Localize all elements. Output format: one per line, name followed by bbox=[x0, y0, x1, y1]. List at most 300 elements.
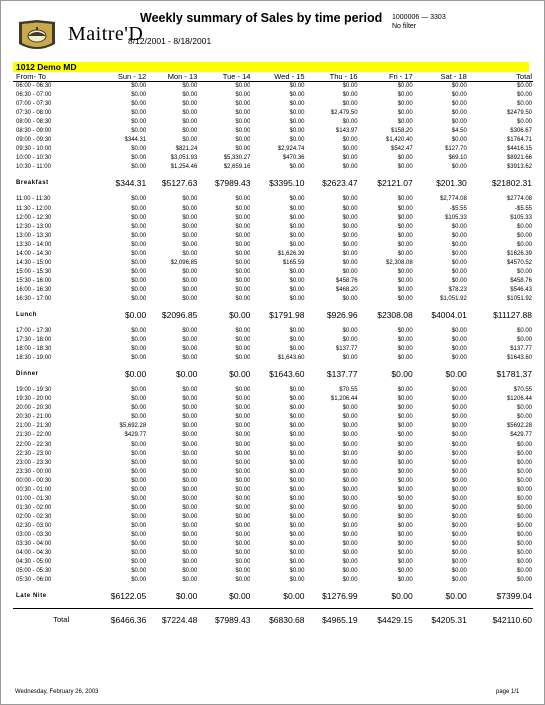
day-sales-cell: $2,308.08 bbox=[386, 259, 413, 266]
row-total-cell: $70.55 bbox=[513, 387, 532, 394]
day-sales-cell: $0.00 bbox=[289, 128, 305, 135]
day-sales-cell: $0.00 bbox=[397, 328, 413, 335]
day-sales-cell: $0.00 bbox=[397, 513, 413, 520]
day-sales-cell: $0.00 bbox=[397, 346, 413, 353]
subtotal-row bbox=[13, 304, 533, 327]
table-row bbox=[13, 495, 533, 504]
time-slot-cell: 11:00 - 11:30 bbox=[16, 196, 51, 203]
day-sales-cell: $0.00 bbox=[342, 504, 358, 511]
row-total-cell: $2774.08 bbox=[506, 196, 532, 203]
day-sales-cell: $0.00 bbox=[131, 337, 147, 344]
day-sales-cell: $0.00 bbox=[289, 495, 305, 502]
day-sales-cell: $1276.99 bbox=[322, 591, 358, 602]
table-row bbox=[13, 295, 533, 304]
day-sales-cell: $0.00 bbox=[289, 337, 305, 344]
time-slot-cell: 02:00 - 02:30 bbox=[16, 513, 52, 520]
day-sales-cell: $0.00 bbox=[342, 259, 358, 266]
day-sales-cell: $0.00 bbox=[131, 450, 147, 457]
day-sales-cell: $0.00 bbox=[289, 432, 305, 439]
day-sales-cell: $0.00 bbox=[451, 164, 467, 171]
column-header: Sun - 12 bbox=[75, 72, 146, 82]
day-sales-cell: $0.00 bbox=[342, 337, 358, 344]
day-sales-cell: $2,659.16 bbox=[223, 164, 251, 171]
day-sales-cell: $0.00 bbox=[451, 223, 467, 230]
row-total-cell: $0.00 bbox=[516, 495, 532, 502]
day-sales-cell: $0.00 bbox=[235, 268, 251, 275]
day-sales-cell: $0.00 bbox=[131, 268, 147, 275]
day-sales-cell: $0.00 bbox=[235, 504, 251, 511]
day-sales-cell: $2121.07 bbox=[377, 178, 413, 189]
day-sales-cell: $7989.43 bbox=[214, 178, 251, 189]
time-slot-cell: 13:00 - 13:30 bbox=[16, 232, 52, 239]
day-sales-cell: $926.96 bbox=[326, 310, 358, 321]
day-sales-cell: $0.00 bbox=[235, 101, 251, 108]
day-sales-cell: $0.00 bbox=[235, 223, 251, 230]
row-total-cell: $1051.92 bbox=[506, 295, 532, 302]
day-sales-cell: $0.00 bbox=[397, 250, 413, 257]
column-header: Tue - 14 bbox=[197, 72, 250, 82]
day-sales-cell: $0.00 bbox=[131, 459, 147, 466]
period-label-cell: Breakfast bbox=[16, 180, 49, 187]
day-sales-cell: $0.00 bbox=[289, 196, 305, 203]
day-sales-cell: $0.00 bbox=[182, 568, 198, 575]
row-total-cell: $21802.31 bbox=[491, 178, 532, 189]
time-slot-cell: 06:30 - 07:00 bbox=[16, 92, 52, 99]
subtotal-row bbox=[13, 172, 533, 195]
row-total-cell: $0.00 bbox=[516, 577, 532, 584]
day-sales-cell: $158.20 bbox=[391, 128, 413, 135]
day-sales-cell: $0.00 bbox=[283, 591, 305, 602]
row-total-cell: $0.00 bbox=[516, 83, 532, 89]
location-label: 1012 Demo MD bbox=[16, 62, 77, 72]
day-sales-cell: $0.00 bbox=[182, 432, 198, 439]
day-sales-cell: $0.00 bbox=[182, 232, 198, 239]
day-sales-cell: $0.00 bbox=[182, 328, 198, 335]
day-sales-cell: $0.00 bbox=[342, 355, 358, 362]
day-sales-cell: $0.00 bbox=[445, 369, 467, 380]
day-sales-cell: $0.00 bbox=[235, 83, 251, 89]
row-total-cell: $546.43 bbox=[510, 286, 532, 293]
day-sales-cell: $0.00 bbox=[235, 214, 251, 221]
day-sales-cell: $0.00 bbox=[342, 541, 358, 548]
row-total-cell: $137.77 bbox=[510, 346, 532, 353]
day-sales-cell: $0.00 bbox=[289, 223, 305, 230]
day-sales-cell: $0.00 bbox=[235, 450, 251, 457]
day-sales-cell: $0.00 bbox=[182, 541, 198, 548]
time-slot-cell: 14:00 - 14:30 bbox=[16, 250, 52, 257]
day-sales-cell: $0.00 bbox=[342, 513, 358, 520]
day-sales-cell: $0.00 bbox=[397, 441, 413, 448]
day-sales-cell: $0.00 bbox=[397, 92, 413, 99]
time-slot-cell: 22:30 - 23:00 bbox=[16, 450, 52, 457]
row-total-cell: $4570.52 bbox=[506, 259, 532, 266]
day-sales-cell: $0.00 bbox=[397, 268, 413, 275]
column-header: Mon - 13 bbox=[146, 72, 197, 82]
day-sales-cell: $0.00 bbox=[397, 486, 413, 493]
day-sales-cell: $0.00 bbox=[342, 101, 358, 108]
day-sales-cell: $69.10 bbox=[448, 155, 467, 162]
row-total-cell: $42110.60 bbox=[467, 609, 533, 632]
time-slot-cell: 12:30 - 13:00 bbox=[16, 223, 52, 230]
day-sales-cell: $0.00 bbox=[235, 486, 251, 493]
date-range: 8/12/2001 - 8/18/2001 bbox=[128, 36, 212, 46]
day-sales-cell: $0.00 bbox=[289, 531, 305, 538]
day-sales-cell: $0.00 bbox=[342, 459, 358, 466]
day-sales-cell: $0.00 bbox=[397, 568, 413, 575]
day-sales-cell: $0.00 bbox=[342, 423, 358, 430]
day-sales-cell: $0.00 bbox=[182, 128, 198, 135]
day-sales-cell: $0.00 bbox=[397, 541, 413, 548]
day-sales-cell: $5,692.28 bbox=[119, 423, 147, 430]
period-label-cell: Lunch bbox=[16, 312, 37, 319]
row-total-cell: $0.00 bbox=[516, 268, 532, 275]
day-sales-cell: $0.00 bbox=[182, 550, 198, 557]
day-sales-cell: $0.00 bbox=[451, 101, 467, 108]
day-sales-cell: $1,051.92 bbox=[440, 295, 467, 302]
row-total-cell: $0.00 bbox=[516, 328, 532, 335]
table-row bbox=[13, 549, 533, 558]
day-sales-cell: $0.00 bbox=[182, 450, 198, 457]
table-row bbox=[13, 100, 533, 109]
day-sales-cell: $0.00 bbox=[182, 414, 198, 421]
day-sales-cell: $0.00 bbox=[131, 414, 147, 421]
day-sales-cell: $0.00 bbox=[342, 328, 358, 335]
time-slot-cell: 04:30 - 05:00 bbox=[16, 559, 52, 566]
day-sales-cell: $0.00 bbox=[229, 369, 251, 380]
day-sales-cell: $0.00 bbox=[342, 468, 358, 475]
day-sales-cell: $0.00 bbox=[451, 441, 467, 448]
day-sales-cell: $2308.08 bbox=[377, 310, 413, 321]
day-sales-cell: $0.00 bbox=[289, 110, 305, 117]
day-sales-cell: $0.00 bbox=[397, 459, 413, 466]
day-sales-cell: $2,096.85 bbox=[170, 259, 198, 266]
time-slot-cell: 19:00 - 19:30 bbox=[16, 387, 52, 394]
day-sales-cell: $0.00 bbox=[451, 268, 467, 275]
day-sales-cell: $0.00 bbox=[451, 241, 467, 248]
day-sales-cell: $0.00 bbox=[182, 477, 198, 484]
day-sales-cell: $0.00 bbox=[235, 286, 251, 293]
table-row bbox=[13, 327, 533, 336]
column-header: Wed - 15 bbox=[250, 72, 304, 82]
footer-date: Wednesday, February 26, 2003 bbox=[15, 689, 99, 695]
day-sales-cell: $0.00 bbox=[235, 568, 251, 575]
time-slot-cell: 07:00 - 07:30 bbox=[16, 101, 52, 108]
day-sales-cell: $0.00 bbox=[289, 164, 305, 171]
table-row bbox=[13, 195, 533, 204]
day-sales-cell: $0.00 bbox=[289, 405, 305, 412]
day-sales-cell: $0.00 bbox=[342, 155, 358, 162]
row-total-cell: $0.00 bbox=[516, 477, 532, 484]
day-sales-cell: $0.00 bbox=[131, 355, 147, 362]
time-slot-cell: 09:30 - 10:00 bbox=[16, 146, 52, 153]
time-slot-cell: 07:30 - 08:00 bbox=[16, 110, 52, 117]
day-sales-cell: $0.00 bbox=[289, 486, 305, 493]
day-sales-cell: $0.00 bbox=[131, 259, 147, 266]
day-sales-cell: $0.00 bbox=[131, 232, 147, 239]
day-sales-cell: $0.00 bbox=[397, 414, 413, 421]
day-sales-cell: $2,774.08 bbox=[440, 196, 467, 203]
grand-total-row bbox=[13, 609, 533, 632]
sales-table bbox=[13, 72, 533, 631]
day-sales-cell: $0.00 bbox=[124, 310, 147, 321]
time-slot-cell: 05:00 - 05:30 bbox=[16, 568, 52, 575]
time-slot-cell: 19:30 - 20:00 bbox=[16, 396, 52, 403]
row-total-cell: $7399.04 bbox=[496, 591, 532, 602]
day-sales-cell: -$5.55 bbox=[449, 205, 467, 212]
day-sales-cell: $0.00 bbox=[235, 550, 251, 557]
day-sales-cell: $4429.15 bbox=[358, 609, 413, 632]
day-sales-cell: $0.00 bbox=[131, 486, 147, 493]
day-sales-cell: $0.00 bbox=[451, 346, 467, 353]
day-sales-cell: $0.00 bbox=[182, 83, 198, 89]
day-sales-cell: $344.31 bbox=[115, 178, 147, 189]
day-sales-cell: $0.00 bbox=[182, 119, 198, 126]
row-total-cell: $0.00 bbox=[516, 119, 532, 126]
day-sales-cell: $0.00 bbox=[289, 559, 305, 566]
day-sales-cell: $1643.60 bbox=[269, 369, 305, 380]
day-sales-cell: $470.36 bbox=[282, 155, 305, 162]
day-sales-cell: $0.00 bbox=[397, 477, 413, 484]
time-slot-cell: 12:00 - 12:30 bbox=[16, 214, 52, 221]
day-sales-cell: $0.00 bbox=[182, 196, 198, 203]
day-sales-cell: $7989.43 bbox=[197, 609, 250, 632]
table-row bbox=[13, 241, 533, 250]
row-total-cell: $0.00 bbox=[516, 450, 532, 457]
day-sales-cell: $0.00 bbox=[451, 513, 467, 520]
day-sales-cell: $0.00 bbox=[235, 522, 251, 529]
time-slot-cell: 16:30 - 17:00 bbox=[16, 295, 52, 302]
day-sales-cell: $0.00 bbox=[397, 423, 413, 430]
day-sales-cell: $0.00 bbox=[342, 568, 358, 575]
day-sales-cell: $0.00 bbox=[235, 346, 251, 353]
day-sales-cell: $0.00 bbox=[176, 591, 198, 602]
day-sales-cell: $0.00 bbox=[182, 110, 198, 117]
day-sales-cell: $0.00 bbox=[451, 83, 467, 89]
day-sales-cell: $4.50 bbox=[451, 128, 467, 135]
row-total-cell: $8921.66 bbox=[506, 155, 532, 162]
day-sales-cell: $0.00 bbox=[451, 414, 467, 421]
day-sales-cell: $0.00 bbox=[289, 504, 305, 511]
table-row bbox=[13, 567, 533, 576]
day-sales-cell: $0.00 bbox=[397, 468, 413, 475]
day-sales-cell: $0.00 bbox=[342, 214, 358, 221]
day-sales-cell: $0.00 bbox=[342, 531, 358, 538]
row-total-cell: $0.00 bbox=[516, 550, 532, 557]
table-row bbox=[13, 540, 533, 549]
table-row bbox=[13, 154, 533, 163]
report-title: Weekly summary of Sales by time period bbox=[140, 11, 383, 25]
day-sales-cell: $0.00 bbox=[131, 559, 147, 566]
day-sales-cell: $0.00 bbox=[131, 110, 147, 117]
footer-page-number: page 1/1 bbox=[496, 689, 520, 695]
day-sales-cell: $7224.48 bbox=[146, 609, 197, 632]
table-row bbox=[13, 250, 533, 259]
day-sales-cell: $0.00 bbox=[397, 155, 413, 162]
table-row bbox=[13, 268, 533, 277]
day-sales-cell: $0.00 bbox=[182, 346, 198, 353]
day-sales-cell: $2096.85 bbox=[161, 310, 198, 321]
day-sales-cell: $0.00 bbox=[451, 328, 467, 335]
time-slot-cell: 17:00 - 17:30 bbox=[16, 328, 52, 335]
day-sales-cell: $0.00 bbox=[397, 550, 413, 557]
day-sales-cell: $105.33 bbox=[445, 214, 467, 221]
day-sales-cell: $0.00 bbox=[235, 146, 251, 153]
day-sales-cell: $0.00 bbox=[289, 346, 305, 353]
table-row bbox=[13, 277, 533, 286]
day-sales-cell: $0.00 bbox=[451, 110, 467, 117]
column-header: From- To bbox=[13, 72, 75, 82]
report-codes bbox=[392, 13, 446, 31]
row-total-cell: $0.00 bbox=[516, 441, 532, 448]
day-sales-cell: $0.00 bbox=[289, 577, 305, 584]
day-sales-cell: $0.00 bbox=[235, 92, 251, 99]
day-sales-cell: $0.00 bbox=[342, 550, 358, 557]
day-sales-cell: $542.47 bbox=[391, 146, 413, 153]
day-sales-cell: $0.00 bbox=[397, 286, 413, 293]
day-sales-cell: $0.00 bbox=[131, 550, 147, 557]
table-row bbox=[13, 531, 533, 540]
day-sales-cell: $0.00 bbox=[289, 513, 305, 520]
time-slot-cell: 04:00 - 04:30 bbox=[16, 550, 52, 557]
row-total-cell: $1626.39 bbox=[506, 250, 532, 257]
day-sales-cell: $0.00 bbox=[451, 486, 467, 493]
day-sales-cell: $0.00 bbox=[289, 137, 305, 144]
row-total-cell: $0.00 bbox=[516, 568, 532, 575]
table-row bbox=[13, 450, 533, 459]
day-sales-cell: $0.00 bbox=[397, 450, 413, 457]
day-sales-cell: $0.00 bbox=[182, 486, 198, 493]
row-total-cell: $0.00 bbox=[516, 486, 532, 493]
day-sales-cell: $0.00 bbox=[342, 577, 358, 584]
day-sales-cell: $0.00 bbox=[289, 277, 305, 284]
day-sales-cell: $0.00 bbox=[182, 504, 198, 511]
time-slot-cell: 21:00 - 21:30 bbox=[16, 423, 52, 430]
time-slot-cell: 13:30 - 14:00 bbox=[16, 241, 52, 248]
day-sales-cell: $0.00 bbox=[397, 387, 413, 394]
day-sales-cell: $0.00 bbox=[397, 522, 413, 529]
day-sales-cell: $0.00 bbox=[397, 205, 413, 212]
day-sales-cell: $5127.63 bbox=[161, 178, 198, 189]
day-sales-cell: $0.00 bbox=[342, 414, 358, 421]
table-row bbox=[13, 82, 533, 92]
row-total-cell: $11127.88 bbox=[493, 310, 532, 321]
day-sales-cell: $0.00 bbox=[342, 241, 358, 248]
day-sales-cell: $0.00 bbox=[182, 337, 198, 344]
day-sales-cell: $0.00 bbox=[451, 477, 467, 484]
day-sales-cell: $3,051.93 bbox=[170, 155, 198, 162]
day-sales-cell: $143.97 bbox=[335, 128, 358, 135]
day-sales-cell: $0.00 bbox=[182, 495, 198, 502]
day-sales-cell: $0.00 bbox=[182, 513, 198, 520]
day-sales-cell: $0.00 bbox=[397, 337, 413, 344]
day-sales-cell: $0.00 bbox=[397, 232, 413, 239]
row-total-cell: $0.00 bbox=[516, 541, 532, 548]
day-sales-cell: $0.00 bbox=[235, 513, 251, 520]
day-sales-cell: $0.00 bbox=[131, 101, 147, 108]
day-sales-cell: $0.00 bbox=[342, 295, 358, 302]
day-sales-cell: $0.00 bbox=[289, 414, 305, 421]
day-sales-cell: $0.00 bbox=[451, 259, 467, 266]
day-sales-cell: $0.00 bbox=[182, 423, 198, 430]
time-slot-cell: 10:00 - 10:30 bbox=[16, 155, 52, 162]
table-row bbox=[13, 127, 533, 136]
time-slot-cell: 23:30 - 00:00 bbox=[16, 468, 52, 475]
report-code: 1000006 — 3303 bbox=[392, 14, 446, 21]
day-sales-cell: $0.00 bbox=[235, 205, 251, 212]
row-total-cell: $0.00 bbox=[516, 504, 532, 511]
day-sales-cell: $0.00 bbox=[451, 137, 467, 144]
day-sales-cell: $0.00 bbox=[289, 423, 305, 430]
day-sales-cell: $0.00 bbox=[342, 522, 358, 529]
time-slot-cell: 20:00 - 20:30 bbox=[16, 405, 52, 412]
day-sales-cell: $0.00 bbox=[342, 450, 358, 457]
day-sales-cell: $0.00 bbox=[235, 232, 251, 239]
row-total-cell: $0.00 bbox=[516, 101, 532, 108]
day-sales-cell: $0.00 bbox=[131, 286, 147, 293]
row-total-cell: $1643.60 bbox=[506, 355, 532, 362]
day-sales-cell: $0.00 bbox=[182, 396, 198, 403]
column-header: Total bbox=[467, 72, 533, 82]
day-sales-cell: $0.00 bbox=[342, 250, 358, 257]
table-row bbox=[13, 477, 533, 486]
row-total-cell: $0.00 bbox=[516, 559, 532, 566]
day-sales-cell: $0.00 bbox=[235, 559, 251, 566]
table-row bbox=[13, 223, 533, 232]
table-row bbox=[13, 522, 533, 531]
day-sales-cell: $0.00 bbox=[182, 387, 198, 394]
day-sales-cell: $0.00 bbox=[131, 205, 147, 212]
day-sales-cell: $0.00 bbox=[235, 459, 251, 466]
day-sales-cell: $0.00 bbox=[289, 232, 305, 239]
day-sales-cell: $201.30 bbox=[436, 178, 467, 189]
row-total-cell: $4416.15 bbox=[506, 146, 532, 153]
day-sales-cell: $0.00 bbox=[131, 241, 147, 248]
day-sales-cell: $0.00 bbox=[451, 504, 467, 511]
day-sales-cell: $0.00 bbox=[131, 531, 147, 538]
day-sales-cell: $0.00 bbox=[342, 477, 358, 484]
day-sales-cell: $0.00 bbox=[342, 83, 358, 89]
table-row bbox=[13, 576, 533, 585]
day-sales-cell: $2,479.50 bbox=[330, 110, 358, 117]
day-sales-cell: $0.00 bbox=[397, 559, 413, 566]
day-sales-cell: $1,626.39 bbox=[277, 250, 305, 257]
day-sales-cell: $78.23 bbox=[448, 286, 467, 293]
day-sales-cell: $0.00 bbox=[289, 541, 305, 548]
day-sales-cell: $821.24 bbox=[175, 146, 198, 153]
day-sales-cell: $429.77 bbox=[124, 432, 147, 439]
table-row bbox=[13, 486, 533, 495]
day-sales-cell: $468.20 bbox=[335, 286, 358, 293]
day-sales-cell: $1,420.40 bbox=[386, 137, 413, 144]
row-total-cell: $0.00 bbox=[516, 223, 532, 230]
day-sales-cell: $0.00 bbox=[289, 295, 305, 302]
day-sales-cell: $0.00 bbox=[397, 577, 413, 584]
table-row bbox=[13, 91, 533, 100]
day-sales-cell: $0.00 bbox=[235, 423, 251, 430]
time-slot-cell: 09:00 - 09:30 bbox=[16, 137, 52, 144]
table-row bbox=[13, 441, 533, 450]
day-sales-cell: $458.76 bbox=[335, 277, 358, 284]
day-sales-cell: $0.00 bbox=[451, 550, 467, 557]
day-sales-cell: $0.00 bbox=[342, 164, 358, 171]
day-sales-cell: $0.00 bbox=[235, 477, 251, 484]
day-sales-cell: $6830.68 bbox=[250, 609, 304, 632]
period-label-cell: Total bbox=[13, 609, 75, 632]
time-slot-cell: 17:30 - 18:00 bbox=[16, 337, 52, 344]
day-sales-cell: $0.00 bbox=[451, 405, 467, 412]
day-sales-cell: $0.00 bbox=[289, 241, 305, 248]
table-row bbox=[13, 468, 533, 477]
